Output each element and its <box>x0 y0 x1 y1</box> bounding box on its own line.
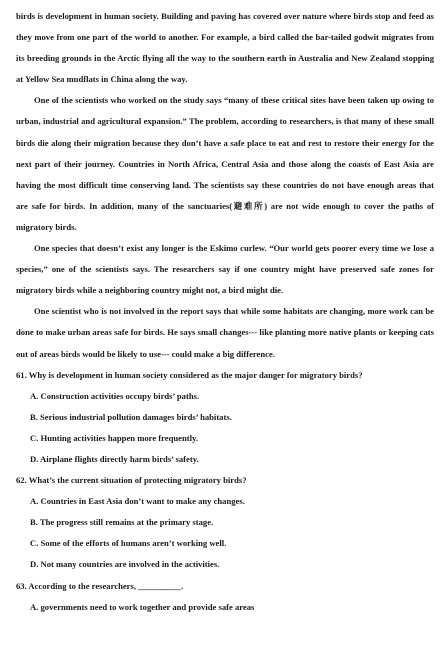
passage-paragraph-1: birds is development in human society. Building and paving has covered over nature where birds stop and feed as they move from one part of the world to another. For example, a bird called the bar-tailed godwit migrates from its breeding grounds in the Arctic flying all the way to the southern earth in Australia and New Zealand stopping at Yellow Sea mudflats in China along the way. <box>16 11 434 85</box>
question-stem: 61. Why is development in human society considered as the major danger for migratory birds? <box>16 369 363 380</box>
option-d: D. Not many countries are involved in the activities. <box>30 559 220 570</box>
passage-paragraph-2: One of the scientists who worked on the study says “many of these critical sites have been taken up owing to urban, industrial and agricultural expansion.” The problem, according to researchers, is that many of these small birds die along their migration because they don’t have a safe place to eat and rest to restore their energy for the next part of their journey. Countries in North Africa, Central Asia and those along the coasts of East Asia are having the most difficult time conserving land. The scientists say these countries do not have enough areas that are safe for birds. In addition, many of the sanctuaries(避难所) are not wide enough to cover the paths of migratory birds. <box>16 95 434 232</box>
option-a: A. Construction activities occupy birds’ paths. <box>30 390 200 401</box>
question-stem: 62. What’s the current situation of protecting migratory birds? <box>16 475 247 486</box>
passage-paragraph-3: One species that doesn’t exist any longer is the Eskimo curlew. “Our world gets poorer every time we lose a species,” one of the scientists says. The researchers say if one country might have preserved safe zones for migratory birds while a neighboring country might not, a bird might die. <box>16 243 434 296</box>
reading-passage <box>16 6 434 365</box>
passage-paragraph-4: One scientist who is not involved in the report says that while some habitats are changing, more work can be done to make urban areas safe for birds. He says small changes--- like planting more native plants or keeping cats out of areas birds would be likely to use--- could make a big difference. <box>16 306 434 359</box>
option-a: A. governments need to work together and provide safe areas <box>30 601 255 612</box>
question-61 <box>16 365 434 470</box>
exam-page <box>16 6 434 618</box>
question-stem: 63. According to the researchers, __________. <box>16 580 184 591</box>
question-62 <box>16 470 434 575</box>
question-63 <box>16 576 434 618</box>
option-c: C. Some of the efforts of humans aren’t working well. <box>30 538 227 549</box>
option-b: B. Serious industrial pollution damages birds’ habitats. <box>30 411 232 422</box>
option-b: B. The progress still remains at the primary stage. <box>30 517 214 528</box>
option-d: D. Airplane flights directly harm birds’ safety. <box>30 453 199 464</box>
option-c: C. Hunting activities happen more frequently. <box>30 432 198 443</box>
option-a: A. Countries in East Asia don’t want to make any changes. <box>30 496 245 507</box>
